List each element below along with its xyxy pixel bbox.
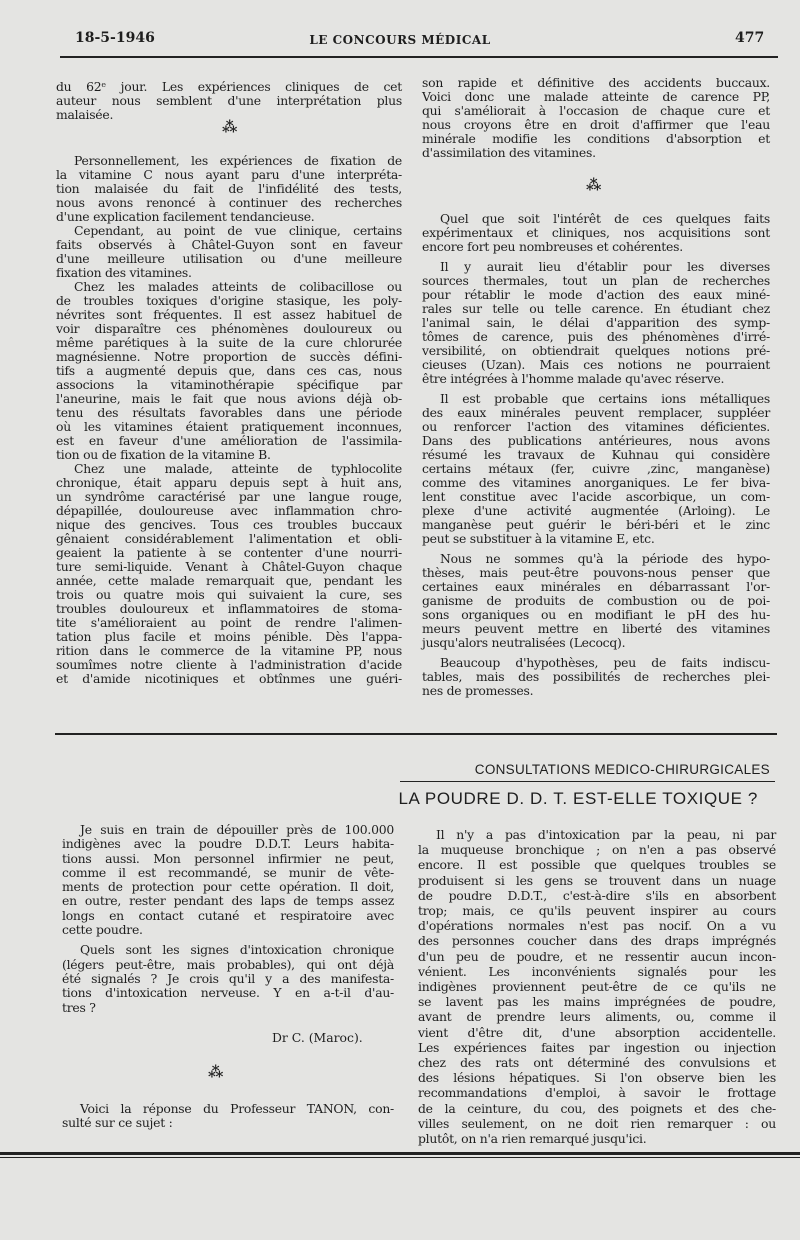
text-line: et d'amide nicotiniques et obtînmes une guéri- (56, 671, 402, 686)
paragraph (422, 212, 770, 254)
text-line: ments de protection pour cette opération. Il doit, (62, 879, 394, 895)
text-line: du 62ᵉ jour. Les expériences cliniques de cet (56, 79, 402, 94)
text-line: même parétiques à la suite de la cure chlorurée (56, 335, 402, 350)
text-line: d'opérations normales n'est pas nocif. On a vu (418, 918, 776, 934)
text-line: thèses, mais peut-être pouvons-nous penser que (422, 565, 770, 580)
text-line: où les vitamines étaient pratiquement inconnues, (56, 419, 402, 434)
text-line: comme il est recommandé, se munir de vête- (62, 864, 394, 880)
footer-rule (0, 1152, 800, 1155)
text-line: Il y aurait lieu d'établir pour les diverses (440, 259, 770, 274)
text-line: malaisée. (56, 107, 114, 122)
text-line: Chez les malades atteints de colibacillose ou (74, 279, 402, 294)
text-line: la muqueuse bronchique ; on n'en a pas observé (418, 842, 776, 858)
text-line: été signalés ? Je crois qu'il y a des manifesta- (62, 970, 394, 986)
text-line: l'animal sain, le délai d'apparition des symp- (422, 315, 770, 330)
text-line: dépapillée, douloureuse avec inflammation chro- (56, 503, 402, 518)
paragraph (422, 392, 770, 546)
text-line: auteur nous semblent d'une interprétation plus (56, 93, 402, 108)
text-line: résumé les travaux de Kuhnau qui considère (422, 447, 770, 462)
text-line: nes de promesses. (422, 683, 534, 698)
text-line: qui s'améliorait à l'occasion de chaque cure et (422, 103, 770, 118)
text-line: peut se substituer à la vitamine E, etc. (422, 531, 655, 546)
text-line: tite s'amélioraient au point de rendre l'alimen- (56, 615, 402, 630)
left-column (56, 154, 402, 686)
text-line: Dans des publications antérieures, nous avons (422, 433, 770, 448)
left-intro (56, 80, 402, 122)
text-line: Personnellement, les expériences de fixation de (74, 153, 402, 168)
text-line: un syndrôme caractérisé par une langue rouge, (56, 489, 402, 504)
text-line: ture semi-liquide. Venant à Châtel-Guyon chaque (56, 559, 402, 574)
paragraph (62, 943, 394, 1014)
text-line: des personnes coucher dans des draps imprégnés (418, 933, 776, 949)
text-line: cieuses (Uzan). Mais ces notions ne pourraient (422, 357, 770, 372)
text-line: troubles douloureux et inflammatoires de stoma- (56, 601, 402, 616)
text-line: être intégrées à l'homme malade qu'avec réserve. (422, 371, 725, 386)
text-line: comme des vitamines anorganiques. Le fer biva- (422, 475, 770, 490)
text-line: Voici donc une malade atteinte de carence PP, (422, 89, 770, 104)
text-line: tables, mais des possibilités de recherches plei- (422, 669, 770, 684)
text-line: Les expériences faites par ingestion ou injection (418, 1039, 776, 1055)
right-intro (422, 76, 770, 160)
text-line: est en faveur d'une amélioration de l'assimila- (56, 433, 402, 448)
text-line: associons la vitaminothérapie spécifique par (56, 377, 402, 392)
text-line: d'une explication facilement tendancieuse. (56, 209, 315, 224)
asterism: ⁂ (208, 1063, 224, 1081)
text-line: de la ceinture, du cou, des poignets et des che- (418, 1100, 776, 1116)
text-line: nous croyons être en droit d'affirmer que l'eau (422, 117, 770, 132)
text-line: se lavent pas les mains imprégnées de poudre, (418, 994, 776, 1010)
text-line: ganisme de produits de combustion ou de poi- (422, 593, 770, 608)
text-line: chronique, était apparu depuis sept à huit ans, (56, 475, 402, 490)
text-line: trop; mais, ce qu'ils peuvent inspirer au cours (418, 903, 776, 919)
text-line: Chez une malade, atteinte de typhlocolite (74, 461, 402, 476)
text-line: son rapide et définitive des accidents buccaux. (422, 75, 770, 90)
text-line: tenu des résultats favorables dans une période (56, 405, 402, 420)
text-line: d'assimilation des vitamines. (422, 145, 596, 160)
header-rule (60, 56, 778, 58)
text-line: Quels sont les signes d'intoxication chronique (80, 942, 394, 958)
text-line: tion ou de fixation de la vitamine B. (56, 447, 271, 462)
text-line: d'une meilleure utilisation ou d'une meilleure (56, 251, 402, 266)
text-line: chez des rats ont déterminé des convulsions et (418, 1055, 776, 1071)
text-line: Quel que soit l'intérêt de ces quelques faits (440, 211, 770, 226)
text-line: tres ? (62, 999, 96, 1015)
answer-intro (62, 1102, 394, 1131)
text-line: meurs peuvent mettre en liberté des vitamines (422, 621, 770, 636)
question (62, 823, 394, 1015)
text-line: des lésions hépatiques. Si l'on observe bien les (418, 1070, 776, 1086)
text-line: encore. Il est possible que quelques troubles se (418, 857, 776, 873)
paragraph (56, 224, 402, 280)
text-line: plutôt, on n'a rien remarqué jusqu'ici. (418, 1131, 647, 1147)
text-line: (légers peut-être, mais probables), qui ont déjà (62, 956, 394, 972)
asterism: ⁂ (222, 118, 238, 136)
text-line: sulté sur ce sujet : (62, 1115, 173, 1131)
article-title: LA POUDRE D. D. T. EST-ELLE TOXIQUE ? (398, 789, 758, 808)
text-line: avant de prendre leurs aliments, ou, comme il (418, 1009, 776, 1025)
right-column (422, 212, 770, 698)
text-line: faits observés à Châtel-Guyon sont en faveur (56, 237, 402, 252)
asterism: ⁂ (586, 176, 602, 194)
text-line: Cependant, au point de vue clinique, certains (74, 223, 402, 238)
paragraph (62, 823, 394, 937)
text-line: longs en contact cutané et respiratoire avec (62, 907, 394, 923)
text-line: vénient. Les inconvénients signalés pour les (418, 963, 776, 979)
section-heading: CONSULTATIONS MEDICO-CHIRURGICALES (474, 762, 770, 777)
text-line: encore fort peu nombreuses et cohérentes. (422, 239, 683, 254)
text-line: Je suis en train de dépouiller près de 100.000 (80, 822, 394, 837)
text-line: tion malaisée du fait de l'infidélité des tests, (56, 181, 402, 196)
paragraph (422, 552, 770, 650)
text-line: tifs a augmenté depuis que, dans ces cas, nous (56, 363, 402, 378)
text-line: pour rétablir le mode d'action des eaux miné- (422, 287, 770, 302)
text-line: Beaucoup d'hypothèses, peu de faits indiscu- (440, 655, 770, 670)
text-line: minérale modifie les conditions d'absorption et (422, 131, 770, 146)
paragraph (62, 1102, 394, 1131)
text-line: recommandations d'emploi, à savoir le frottage (418, 1085, 776, 1101)
text-line: plexe d'une activité augmentée (Arloing). Le (422, 503, 770, 518)
text-line: tions aussi. Mon personnel infirmier ne peut, (62, 850, 394, 866)
text-line: tation plus facile et moins pénible. Dès l'appa- (56, 629, 402, 644)
section-rule (55, 733, 777, 735)
text-line: l'aneurine, mais le fait que nous avions déjà ob- (56, 391, 402, 406)
text-line: produisent si les gens se trouvent dans un nuage (418, 872, 776, 888)
section-heading-rule (400, 781, 775, 782)
text-line: expérimentaux et cliniques, nos acquisitions sont (422, 225, 770, 240)
text-line: rition dans le commerce de la vitamine PP, nous (56, 643, 402, 658)
text-line: lent constitue avec l'acide ascorbique, un com- (422, 489, 770, 504)
text-line: nique des gencives. Tous ces troubles buccaux (56, 517, 402, 532)
text-line: indigènes avec la poudre D.D.T. Leurs habita- (62, 836, 394, 852)
text-line: Il est probable que certains ions métalliques (440, 391, 770, 406)
text-line: indigènes proviennent peut-être de ce qu'ils ne (418, 979, 776, 995)
text-line: vient d'être dit, d'une absorption accidentelle. (418, 1024, 776, 1040)
paragraph (422, 260, 770, 386)
text-line: voir disparaître ces phénomènes douloureux ou (56, 321, 402, 336)
page-number: 477 (735, 30, 765, 46)
text-line: certaines eaux minérales en débarrassant l'or- (422, 579, 770, 594)
text-line: manganèse peut guérir le béri-béri et le zinc (422, 517, 770, 532)
paragraph (56, 462, 402, 686)
text-line: ou renforcer l'action des vitamines déficientes. (422, 419, 770, 434)
text-line: sources thermales, tout un plan de recherches (422, 273, 770, 288)
text-line: soumîmes notre cliente à l'administration d'acide (56, 657, 402, 672)
text-line: fixation des vitamines. (56, 265, 192, 280)
text-line: tômes de carence, puis des phénomènes d'irré- (422, 329, 770, 344)
text-line: d'un peu de poudre, et ne ressentir aucun incon- (418, 948, 776, 964)
paragraph (422, 656, 770, 698)
signature: Dr C. (Maroc). (272, 1030, 363, 1045)
text-line: Il n'y a pas d'intoxication par la peau, ni par (436, 827, 776, 842)
text-line: tions d'intoxication nerveuse. Y en a-t-il d'au- (62, 985, 394, 1001)
text-line: de troubles toxiques d'origine stasique, les poly- (56, 293, 402, 308)
paragraph (418, 827, 776, 1146)
text-line: jusqu'alors neutralisées (Lecocq). (422, 635, 626, 650)
text-line: villes seulement, on ne doit rien remarquer : ou (418, 1115, 776, 1131)
text-line: certains métaux (fer, cuivre ,zinc, manganèse) (422, 461, 770, 476)
text-line: nous avons renoncé à continuer des recherches (56, 195, 402, 210)
text-line: névrites sont fréquentes. Il est assez habituel de (56, 307, 402, 322)
text-line: rales sur telle ou telle carence. En étudiant chez (422, 301, 770, 316)
text-line: en outre, rester pendant des laps de temps assez (62, 893, 394, 909)
footer-rule-thin (0, 1157, 800, 1158)
journal-title: LE CONCOURS MÉDICAL (309, 33, 491, 47)
text-line: versibilité, on obtiendrait quelques notions pré- (422, 343, 770, 358)
issue-date: 18-5-1946 (75, 30, 155, 46)
text-line: Nous ne sommes qu'à la période des hypo- (440, 551, 770, 566)
answer (418, 827, 776, 1146)
text-line: geaient la patiente à se contenter d'une nourri- (56, 545, 402, 560)
text-line: la vitamine C nous ayant paru d'une interpréta- (56, 167, 402, 182)
text-line: Voici la réponse du Professeur TANON, con- (80, 1101, 394, 1116)
text-line: des eaux minérales peuvent remplacer, suppléer (422, 405, 770, 420)
text-line: gênaient considérablement l'alimentation et obli- (56, 531, 402, 546)
text-line: de poudre D.D.T., c'est-à-dire s'ils en absorbent (418, 887, 776, 903)
paragraph (56, 280, 402, 462)
text-line: année, cette malade remarquait que, pendant les (56, 573, 402, 588)
text-line: cette poudre. (62, 922, 143, 938)
paragraph (422, 76, 770, 160)
paragraph (56, 154, 402, 224)
paragraph (56, 80, 402, 122)
text-line: trois ou quatre mois qui suivaient la cure, ses (56, 587, 402, 602)
text-line: magnésienne. Notre proportion de succès défini- (56, 349, 402, 364)
text-line: sons organiques ou en modifiant le pH des hu- (422, 607, 770, 622)
